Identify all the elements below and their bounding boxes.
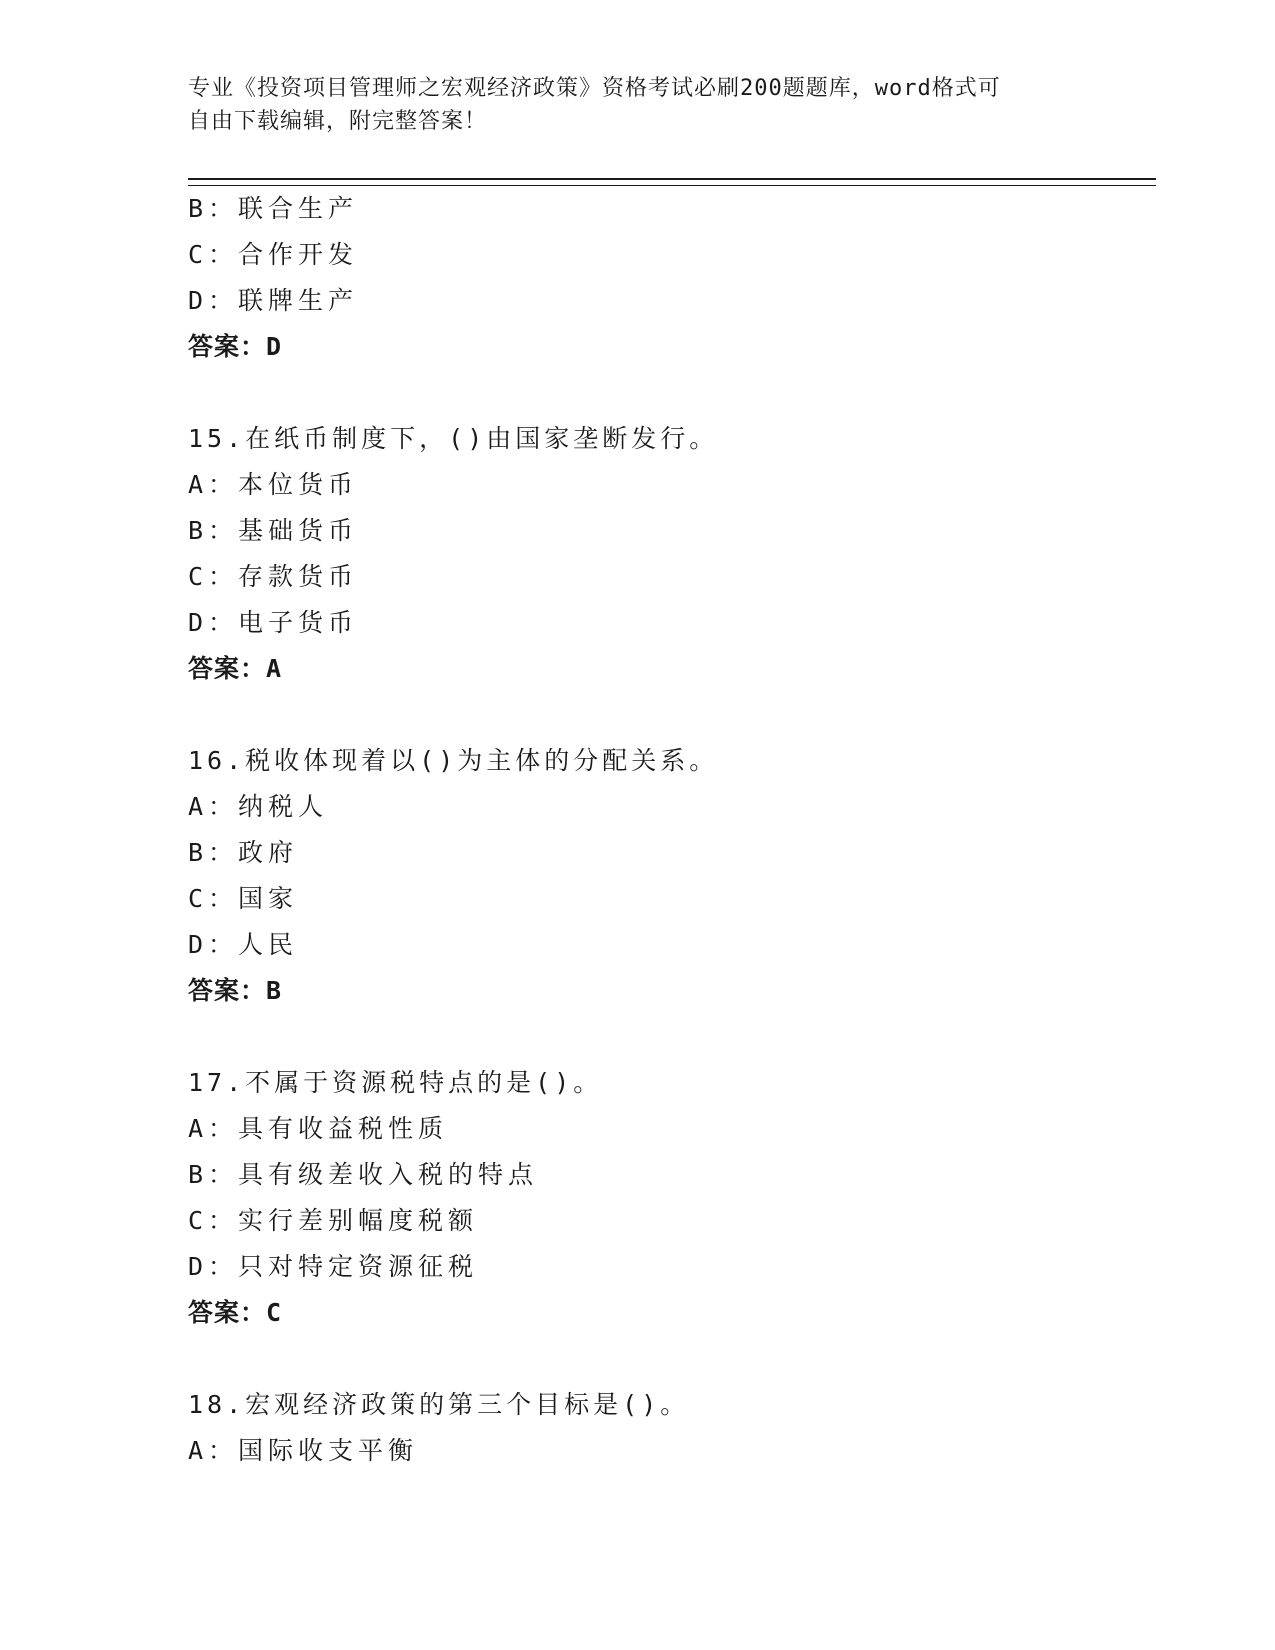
option-d: D：人民 [188,930,299,959]
option-a: A：本位货币 [188,470,359,499]
header-line-1: 专业《投资项目管理师之宏观经济政策》资格考试必刷200题题库，word格式可 [188,76,1001,101]
document-header [188,72,1088,138]
option-c: C：存款货币 [188,562,359,591]
question-block-15 [188,416,1148,692]
answer-line: 答案：B [188,976,283,1005]
question-block-16 [188,738,1148,1014]
option-c: C：国家 [188,884,299,913]
question-block-18 [188,1382,1148,1474]
option-a: A：具有收益税性质 [188,1114,449,1143]
question-stem: 16.税收体现着以()为主体的分配关系。 [188,746,719,775]
question-stem: 17.不属于资源税特点的是()。 [188,1068,603,1097]
option-c: C：合作开发 [188,240,359,269]
question-stem: 15.在纸币制度下，()由国家垄断发行。 [188,424,719,453]
option-b: B：基础货币 [188,516,359,545]
question-block-partial [188,186,1148,370]
answer-line: 答案：A [188,654,283,683]
option-b: B：联合生产 [188,194,359,223]
option-a: A：纳税人 [188,792,329,821]
answer-line: 答案：D [188,332,283,361]
spacer [188,370,1148,416]
question-list [188,186,1148,1474]
answer-line: 答案：C [188,1298,283,1327]
spacer [188,1014,1148,1060]
option-b: B：政府 [188,838,299,867]
spacer [188,1336,1148,1382]
header-line-2: 自由下载编辑，附完整答案！ [188,109,488,134]
header-divider [188,178,1156,186]
spacer [188,692,1148,738]
option-d: D：只对特定资源征税 [188,1252,479,1281]
option-a: A：国际收支平衡 [188,1436,419,1465]
option-d: D：电子货币 [188,608,359,637]
question-stem: 18.宏观经济政策的第三个目标是()。 [188,1390,690,1419]
option-b: B：具有级差收入税的特点 [188,1160,539,1189]
option-c: C：实行差别幅度税额 [188,1206,479,1235]
option-d: D：联牌生产 [188,286,359,315]
question-block-17 [188,1060,1148,1336]
